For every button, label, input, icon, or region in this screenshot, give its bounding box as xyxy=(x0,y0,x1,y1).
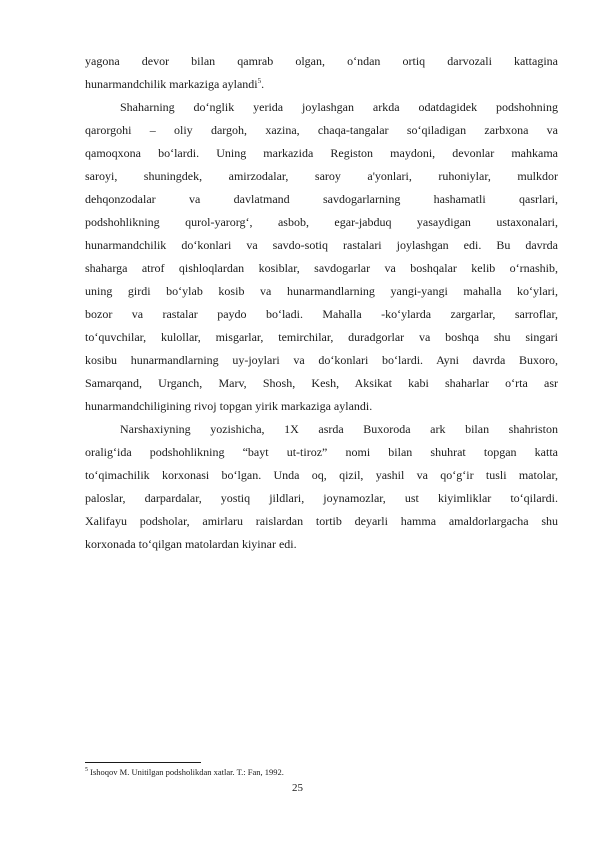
text-line: to‘quvchilar, kulollar, misgarlar, temirchilar, duradgorlar va boshqa shu singari xyxy=(85,330,558,344)
text-line: hunarmandchilik markaziga aylandi$^5$. xyxy=(85,77,265,91)
text-line: uning girdi bo‘ylab kosib va hunarmandlarning yangi-yangi mahalla ko‘ylari, xyxy=(85,284,558,298)
footnote-separator xyxy=(85,762,201,763)
text-line: korxonada to‘qilgan matolardan kiyinar edi. xyxy=(85,537,297,551)
text-line: Narshaxiyning yozishicha, 1X asrda Buxoroda ark bilan shahriston xyxy=(120,422,558,436)
text-line: Samarqand, Urganch, Marv, Shosh, Kesh, Aksikat kabi shaharlar o‘rta asr xyxy=(85,376,558,390)
text-line: kosibu hunarmandlarning uy-joylari va do‘konlari bo‘lardi. Ayni davrda Buxoro, xyxy=(85,353,558,367)
footnote-marker: 5 xyxy=(85,767,88,774)
text-line: paloslar, darpardalar, yostiq jildlari, joynamozlar, ust kiyimliklar to‘qilardi. xyxy=(85,491,558,505)
text-line: qarorgohi – oliy dargoh, xazina, chaqa-tangalar so‘qiladigan zarbxona va xyxy=(85,123,558,137)
text-line: qamoqxona bo‘lardi. Uning markazida Registon maydoni, devonlar mahkama xyxy=(85,146,558,160)
page-number: 25 xyxy=(292,782,303,794)
text-line: oralig‘ida podshohlikning “bayt ut-tiroz” nomi bilan shuhrat topgan katta xyxy=(85,445,558,459)
text-line: hunarmandchiligining rivoj topgan yirik markaziga aylandi. xyxy=(85,399,373,413)
text-line: Shaharning do‘nglik yerida joylashgan arkda odatdagidek podshohning xyxy=(120,100,558,114)
text-line: shaharga atrof qishloqlardan kosiblar, savdogarlar va boshqalar kelib o‘rnashib, xyxy=(85,261,558,275)
footnote-text: Ishoqov M. Unitilgan podsholikdan xatlar. T.: Fan, 1992. xyxy=(90,767,284,777)
body-text xyxy=(85,50,558,556)
text-line: yagona devor bilan qamrab olgan, o‘ndan ortiq darvozali kattagina xyxy=(85,54,558,68)
text-line: Xalifayu podsholar, amirlaru raislardan tortib deyarli hamma amaldorlargacha shu xyxy=(85,514,558,528)
footnote xyxy=(85,767,284,778)
text-line: podshohlikning qurol-yarorg‘, asbob, egar-jabduq yasaydigan ustaxonalari, xyxy=(85,215,558,229)
text-line: to‘qimachilik korxonasi bo‘lgan. Unda oq, qizil, yashil va qo‘g‘ir tusli matolar, xyxy=(85,468,558,482)
footnote-reference[interactable]: 5 xyxy=(257,77,262,85)
text-line: hunarmandchilik do‘konlari va savdo-sotiq rastalari joylashgan edi. Bu davrda xyxy=(85,238,558,252)
text-line: bozor va rastalar paydo bo‘ladi. Mahalla -ko‘ylarda zargarlar, sarroflar, xyxy=(85,307,558,321)
text-line: dehqonzodalar va davlatmand savdogarlarning hashamatli qasrlari, xyxy=(85,192,558,206)
text-line: saroyi, shuningdek, amirzodalar, saroy a'yonlari, ruhoniylar, mulkdor xyxy=(85,169,558,183)
